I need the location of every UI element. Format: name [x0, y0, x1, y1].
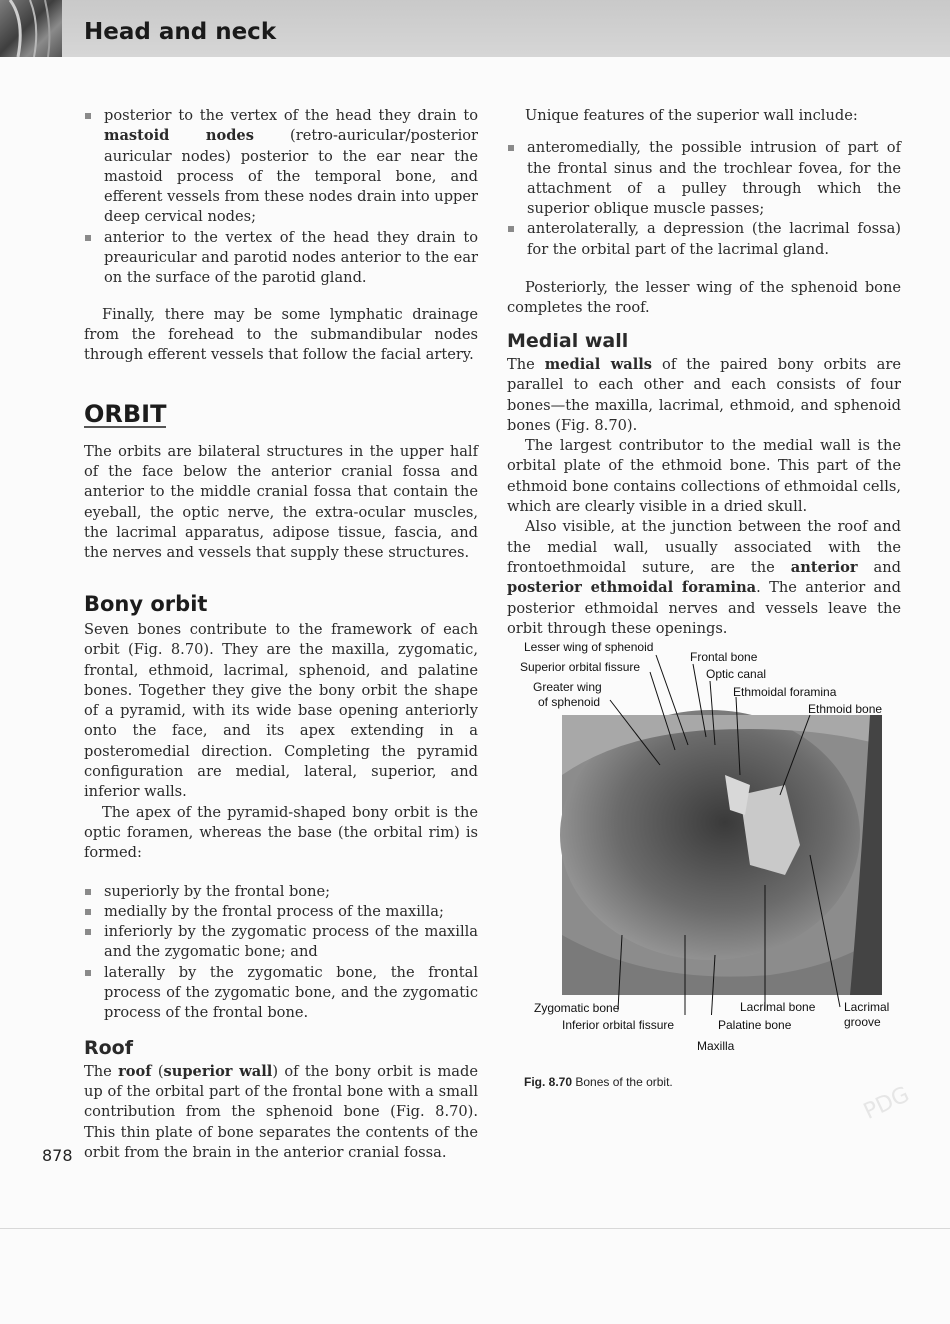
list-item: anterior to the vertex of the head they drain to preauricular and parotid nodes anterior to the ear on the surface of the parotid gland. [84, 228, 478, 289]
label-lacrimal-groove-1: Lacrimal [844, 1000, 890, 1014]
list-item: inferiorly by the zygomatic process of the maxilla and the zygomatic bone; and [84, 922, 478, 963]
label-maxilla: Maxilla [697, 1039, 735, 1053]
orbital-rim-list [84, 882, 478, 1024]
label-zygomatic-bone: Zygomatic bone [534, 1001, 620, 1015]
label-inferior-orbital-fissure: Inferior orbital fissure [562, 1018, 675, 1032]
paragraph-posteriorly: Posteriorly, the lesser wing of the sphenoid bone completes the roof. [507, 279, 901, 317]
label-ethmoid-bone: Ethmoid bone [808, 702, 883, 716]
paragraph-finally: Finally, there may be some lymphatic drainage from the forehead to the submandibular nodes through efferent vessels that follow the facial artery. [84, 305, 478, 364]
label-lacrimal-bone: Lacrimal bone [740, 1000, 816, 1014]
orbit-heading: ORBIT [84, 399, 167, 428]
bony-orbit-heading: Bony orbit [84, 591, 208, 616]
label-optic-canal: Optic canal [706, 667, 767, 681]
medial-wall-heading: Medial wall [507, 329, 629, 352]
paragraph-bony-1: Seven bones contribute to the framework of each orbit (Fig. 8.70). They are the maxilla, zygomatic, frontal, ethmoid, lacrimal, sphenoid, and palatine bones. Together they give the bony orbit the shape of a pyramid, with its wide base opening anteriorly onto the face, and its apex extending in a posteromedial direction. Completing the pyramid configuration are medial, lateral, superior, and inferior walls. [84, 620, 478, 801]
superior-wall-features-list [507, 138, 901, 260]
paragraph-orbit: The orbits are bilateral structures in the upper half of the face below the anterior cranial fossa and anterior to the middle cranial fossa that contain the eyeball, the optic nerve, the extra-ocular muscles, the lacrimal apparatus, adipose tissue, fascia, and the nerves and vessels that supply these structures. [84, 442, 478, 562]
label-greater-wing-1: Greater wing [533, 680, 602, 694]
footer-divider [0, 1228, 950, 1229]
paragraph-bony-2: The apex of the pyramid-shaped bony orbit is the optic foramen, whereas the base (the orbital rim) is formed: [84, 803, 478, 862]
figure-caption: Fig. 8.70 Bones of the orbit. [524, 1075, 673, 1089]
watermark: PDG [859, 1082, 914, 1125]
page-number: 878 [42, 1146, 73, 1165]
list-item: posterior to the vertex of the head they drain to mastoid nodes (retro-auricular/posterior auricular nodes) posterior to the ear near the mastoid process of the temporal bone, and efferent vessels from these nodes drain into upper deep cervical nodes; [84, 106, 478, 228]
label-ethmoidal-foramina: Ethmoidal foramina [733, 685, 837, 699]
list-item: medially by the frontal process of the maxilla; [84, 902, 478, 922]
paragraph-medial-3: Also visible, at the junction between the roof and the medial wall, usually associated with the frontoethmoidal suture, are the anterior and posterior ethmoidal foramina. The anterior and posterior ethmoidal nerves and vessels leave the orbit through these openings. [507, 518, 901, 637]
list-item: superiorly by the frontal bone; [84, 882, 478, 902]
orbit-figure [510, 635, 890, 1095]
page-header [0, 0, 950, 57]
list-item: anterolaterally, a depression (the lacrimal fossa) for the orbital part of the lacrimal gland. [507, 219, 901, 260]
paragraph-roof: The roof (superior wall) of the bony orbit is made up of the orbital part of the frontal bone with a small contribution from the sphenoid bone (Fig. 8.70). This thin plate of bone separates the contents of the orbit from the brain in the anterior cranial fossa. [84, 1062, 478, 1162]
list-item: anteromedially, the possible intrusion of part of the frontal sinus and the trochlear fovea, for the attachment of a pulley through which the superior oblique muscle passes; [507, 138, 901, 219]
lymph-drainage-list [84, 106, 478, 289]
roof-heading: Roof [84, 1036, 134, 1059]
right-column [507, 106, 901, 639]
left-column [84, 106, 478, 1163]
paragraph-unique: Unique features of the superior wall include: [525, 107, 858, 124]
header-anatomy-thumbnail [0, 0, 62, 57]
paragraph-medial-1: The medial walls of the paired bony orbits are parallel to each other and each consists of four bones—the maxilla, lacrimal, ethmoid, and sphenoid bones (Fig. 8.70). [507, 355, 901, 434]
list-item: laterally by the zygomatic bone, the frontal process of the zygomatic bone, and the zygomatic process of the frontal bone. [84, 963, 478, 1024]
paragraph-medial-2: The largest contributor to the medial wall is the orbital plate of the ethmoid bone. This part of the ethmoid bone contains collections of ethmoidal cells, which are clearly visible in a dried skull. [507, 437, 901, 516]
label-greater-wing-2: of sphenoid [538, 695, 601, 709]
label-superior-orbital-fissure: Superior orbital fissure [520, 660, 641, 674]
label-frontal-bone: Frontal bone [690, 650, 758, 664]
label-lesser-wing: Lesser wing of sphenoid [524, 640, 654, 654]
section-title: Head and neck [84, 19, 277, 45]
label-palatine-bone: Palatine bone [718, 1018, 792, 1032]
label-lacrimal-groove-2: groove [844, 1015, 881, 1029]
